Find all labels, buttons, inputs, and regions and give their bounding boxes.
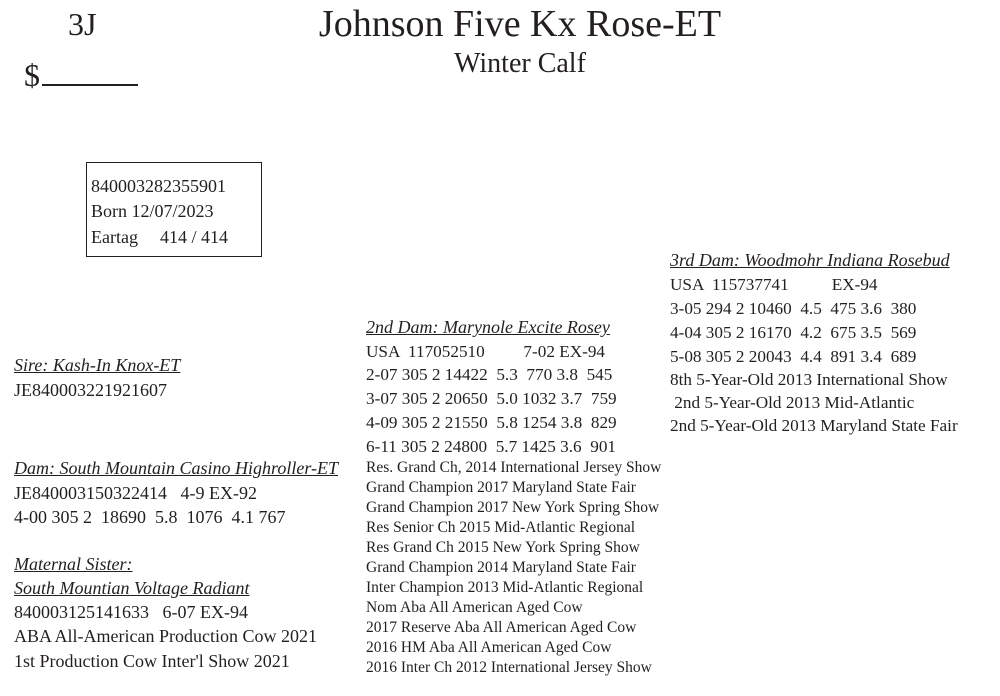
second-dam-award: Res. Grand Ch, 2014 International Jersey Show — [366, 459, 662, 476]
second-dam-record: 3-07 305 2 20650 5.0 1032 3.7 759 — [366, 389, 617, 408]
second-dam-record: 4-09 305 2 21550 5.8 1254 3.8 829 — [366, 413, 617, 432]
sire-header: Sire: Kash-In Knox-ET — [14, 355, 181, 375]
dam-line-2: 4-00 305 2 18690 5.8 1076 4.1 767 — [14, 507, 286, 527]
second-dam-award: Grand Champion 2017 New York Spring Show — [366, 499, 660, 516]
second-dam-award: Inter Champion 2013 Mid-Atlantic Regional — [366, 579, 644, 596]
maternal-sister-line-1: 840003125141633 6-07 EX-94 — [14, 602, 248, 622]
maternal-sister-name: South Mountian Voltage Radiant — [14, 578, 250, 598]
eartag — [91, 227, 228, 248]
second-dam-award: 2017 Reserve Aba All American Aged Cow — [366, 619, 637, 636]
second-dam-registration: USA 117052510 7-02 EX-94 — [366, 342, 606, 361]
dam-header: Dam: South Mountain Casino Highroller-ET — [14, 458, 338, 478]
third-dam-record: 5-08 305 2 20043 4.4 891 3.4 689 — [670, 347, 917, 366]
id-box — [86, 162, 262, 257]
maternal-sister-line-2: ABA All-American Production Cow 2021 — [14, 626, 317, 646]
second-dam-award: Grand Champion 2017 Maryland State Fair — [366, 479, 636, 496]
second-dam-record: 2-07 305 2 14422 5.3 770 3.8 545 — [366, 365, 613, 384]
third-dam-award: 8th 5-Year-Old 2013 International Show — [670, 370, 948, 389]
third-dam-header: 3rd Dam: Woodmohr Indiana Rosebud — [670, 250, 950, 270]
second-dam-award: 2016 HM Aba All American Aged Cow — [366, 639, 612, 656]
second-dam-award: Grand Champion 2014 Maryland State Fair — [366, 559, 636, 576]
second-dam-award: Res Grand Ch 2015 New York Spring Show — [366, 539, 640, 556]
id-number: 840003282355901 — [91, 176, 226, 196]
maternal-sister-line-3: 1st Production Cow Inter'l Show 2021 — [14, 651, 290, 671]
page-subtitle: Winter Calf — [454, 48, 586, 79]
third-dam-record: 3-05 294 2 10460 4.5 475 3.6 380 — [670, 299, 917, 318]
third-dam-record: 4-04 305 2 16170 4.2 675 3.5 569 — [670, 323, 917, 342]
third-dam-award: 2nd 5-Year-Old 2013 Mid-Atlantic — [670, 393, 915, 412]
page-title: Johnson Five Kx Rose-ET — [318, 3, 722, 45]
eartag-label: Eartag — [91, 227, 138, 247]
third-dam-award: 2nd 5-Year-Old 2013 Maryland State Fair — [670, 416, 958, 435]
lot-number: 3J — [68, 6, 97, 42]
price-label: $ — [24, 57, 40, 93]
second-dam-award: 2016 Inter Ch 2012 International Jersey Show — [366, 659, 652, 676]
second-dam-header: 2nd Dam: Marynole Excite Rosey — [366, 317, 610, 337]
dam-line-1: JE840003150322414 4-9 EX-92 — [14, 483, 257, 503]
third-dam-registration: USA 115737741 EX-94 — [670, 275, 878, 294]
birth-date: Born 12/07/2023 — [91, 201, 214, 221]
sire-registration: JE840003221921607 — [14, 380, 167, 400]
maternal-sister-header: Maternal Sister: — [14, 554, 133, 574]
second-dam-award: Res Senior Ch 2015 Mid-Atlantic Regional — [366, 519, 636, 536]
eartag-value: 414 / 414 — [159, 227, 228, 247]
second-dam-award: Nom Aba All American Aged Cow — [366, 599, 583, 616]
second-dam-record: 6-11 305 2 24800 5.7 1425 3.6 901 — [366, 437, 617, 456]
